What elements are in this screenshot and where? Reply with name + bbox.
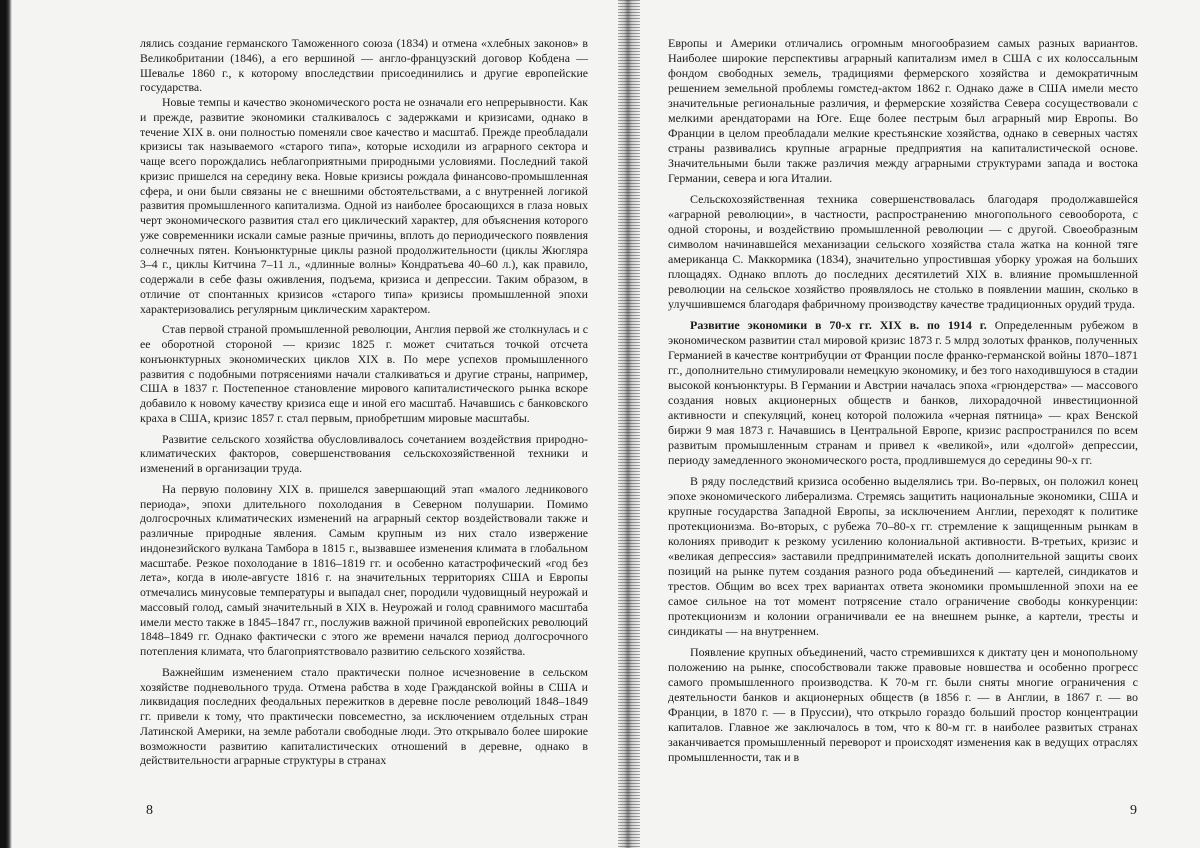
section-text: Определенным рубежом в экономическом развитии стал мировой кризис 1873 г. 5 млрд золотых франков, полученных Германией в качестве контрибуции от Франции после франко-германской войны 1870–1871 гг., дополнительно стимулировали немецкую экономику, и без того находившуюся в стадии высокой конъюнктуры. В Германии и Австрии началась эпоха «грюндерства» — массового создания новых акционерных обществ и банков, лихорадочной инвестиционной активности и спекуляций, конец которой положила «черная пятница» — крах Венской биржи 9 мая 1873 г. Начавшись в Центральной Европе, кризис распространился по всем развитым промышленным странам и привел к «великой», или «долгой» депрессии, периоду замедленного экономического роста, продлившемуся до середины 90-х гг. xyxy=(668,318,1138,467)
paragraph: В ряду последствий кризиса особенно выделялись три. Во-первых, он положил конец эпохе экономического либерализма. Стремясь защитить национальные экономики, США и крупные государства Западной Европы, за исключением Англии, переходят к политике протекционизма. Во-вторых, с рубежа 70–80-х гг. стремление к защищенным рынкам в колониях приводит к резкому усилению колониальной активности. В-третьих, кризис и «великая депрессия» заставили предпринимателей искать дополнительной защиты своих позиций на рынке путем создания разного рода объединений — картелей, синдикатов и трестов. Общим во всех трех вариантах ответа экономики промышленной эпохи на ее самое сильное на тот момент потрясение стало ограничение свободы конкуренции: протекционизм и колонии ограничивали ее на внешнем рынке, а картели, тресты и синдикаты — на внутреннем. xyxy=(668,474,1138,638)
paragraph: лялись создание германского Таможенного союза (1834) и отмена «хлебных законов» в Великобритании (1846), а его вершиной — англо-французский договор Кобдена — Шевалье 1860 г., к которому впоследствии присоединились и другие европейские государства. xyxy=(140,36,588,95)
paragraph: Появление крупных объединений, часто стремившихся к диктату цен и монопольному положению на рынке, способствовали также правовые новшества и особенно прогресс самого промышленного производства. К 70-м гг. были сняты многие ограничения с деятельности банков и акционерных обществ (в 1856 г. — в Англии, в 1867 г. — во Франции, в 1870 г. — в Пруссии), что открыло гораздо больший простор концентрации капиталов. Главное же заключалось в том, что к 80-м гг. в наиболее развитых странах заканчивается промышленный переворот и происходят изменения как в ведущих отраслях промышленности, так и в xyxy=(668,645,1138,764)
paragraph: На первую половину XIX в. пришелся завершающий этап «малого ледникового периода», эпохи длительного похолодания в Северном полушарии. Помимо долгосрочных климатических изменений на аграрный сектор воздействовали также и различные природные явления. Самым крупным из них стало извержение индонезийского вулкана Тамбора в 1815 г., вызвавшее изменения климата в глобальном масштабе. Резкое похолодание в 1816–1819 гг. и особенно катастрофический «год без лета», когда в июле-августе 1816 г. на значительных территориях США и Европы отмечались минусовые температуры и выпадал снег, породили чудовищный неурожай и массовый голод, самый значительный в XIX в. Неурожай и голод сравнимого масштаба имели место также в 1845–1847 гг., послужив важной причиной европейских революций 1848–1849 гг. Однако фактически с этого же времени начался период долгосрочного потепления климата, что благоприятствовало развитию сельского хозяйства. xyxy=(140,481,588,658)
paragraph: Важнейшим изменением стало практически полное исчезновение в сельском хозяйстве подневольного труда. Отмена рабства в ходе Гражданской войны в США и ликвидация последних феодальных пережитков в деревне после революций 1848–1849 гг. привели к тому, что практически повсеместно, за исключением отдельных стран Латинской Америки, на земле работали свободные люди. Это открывало более широкие возможности развитию капиталистических отношений в деревне, однако в действительности аграрные структуры в странах xyxy=(140,664,588,768)
paragraph: Сельскохозяйственная техника совершенствовалась благодаря продолжавшейся «аграрной революции», в частности, распространению многопольного севооборота, с одной стороны, и воздействию промышленной революции — с другой. Своеобразным символом начинавшейся механизации сельского хозяйства стала жатка на конной тяге американца С. Маккормика (1834), значительно упростившая уборку урожая на больших площадях. Однако вплоть до последних десятилетий XIX в. влияние промышленной революции на сельское хозяйство проявлялось не столько в появлении машин, сколько в улучшившемся благодаря фабричному производству качестве традиционных орудий труда. xyxy=(668,192,1138,311)
scan-edge xyxy=(0,0,12,848)
book-gutter xyxy=(618,0,640,848)
paragraph: Став первой страной промышленной революции, Англия первой же столкнулась и с ее оборотной стороной — кризис 1825 г. может считаться точкой отсчета конъюнктурных экономических циклов XIX в. По мере успехов промышленного развития с подобными потрясениями начали сталкиваться и другие страны, например, США в 1837 г. Постепенное становление мирового капиталистического рынка вскоре добавило к новому качеству кризиса еще и иной его масштаб. Начавшись с банковского краха в США, кризис 1857 г. стал первым, приобретшим мировые масштабы. xyxy=(140,322,588,425)
page-number-left: 8 xyxy=(146,803,153,818)
paragraph: Европы и Америки отличались огромным многообразием самых разных вариантов. Наиболее широкие перспективы аграрный капитализм имел в США с их колоссальным фондом свободных земель, традициями фермерского хозяйства и демократичным решением земельной проблемы гомстед-актом 1862 г. Однако даже в США имели место значительные региональные различия, и фермерские хозяйства Севера сосуществовали с мелкими арендаторами на Юге. Еще более пестрым был аграрный мир Европы. Во Франции в целом преобладали мелкие крестьянские хозяйства, однако в северных частях страны развивались крупные аграрные предприятия на капиталистической основе. Значительными были также различия между аграрными структурами запада и востока Германии, севера и юга Италии. xyxy=(668,36,1138,185)
section-paragraph xyxy=(668,318,1138,468)
section-heading: Развитие экономики в 70-х гг. XIX в. по 1914 г. xyxy=(690,318,987,332)
paragraph: Развитие сельского хозяйства обусловливалось сочетанием воздействия природно-климатических факторов, совершенствования сельскохозяйственной техники и изменений в организации труда. xyxy=(140,431,588,475)
paragraph: Новые темпы и качество экономического роста не означали его непрерывности. Как и прежде, развитие экономики сталкивалось с задержками и кризисами, однако в течение XIX в. они полностью поменяли свое качество и масштаб. Прежде преобладали кризисы так называемого «старого типа», которые исходили из аграрного сектора и чаще всего порождались неблагоприятными природными условиями. Последний такой кризис пришелся на середину века. Новые кризисы рождала финансово-промышленная сфера, и они были связаны не с внешними обстоятельствами, а с внутренней логикой развития промышленного капитализма. Одной из наиболее бросающихся в глаза новых черт экономического развития стал его циклический характер, для объяснения которого уже современники искали самые разные причины, вплоть до периодического появления солнечных пятен. Конъюнктурные циклы разной продолжительности (циклы Жюгляра 3–4 г., циклы Китчина 7–11 л., «длинные волны» Кондратьева 40–60 л.), как правило, содержали в себе фазы оживления, подъема, кризиса и депрессии. Таким образом, в отличие от спонтанных кризисов «старого типа» кризисы промышленной эпохи характеризовались регулярным циклическим характером. xyxy=(140,95,588,316)
right-page xyxy=(668,36,1138,765)
page-number-right: 9 xyxy=(1130,803,1137,818)
left-page xyxy=(140,36,588,768)
